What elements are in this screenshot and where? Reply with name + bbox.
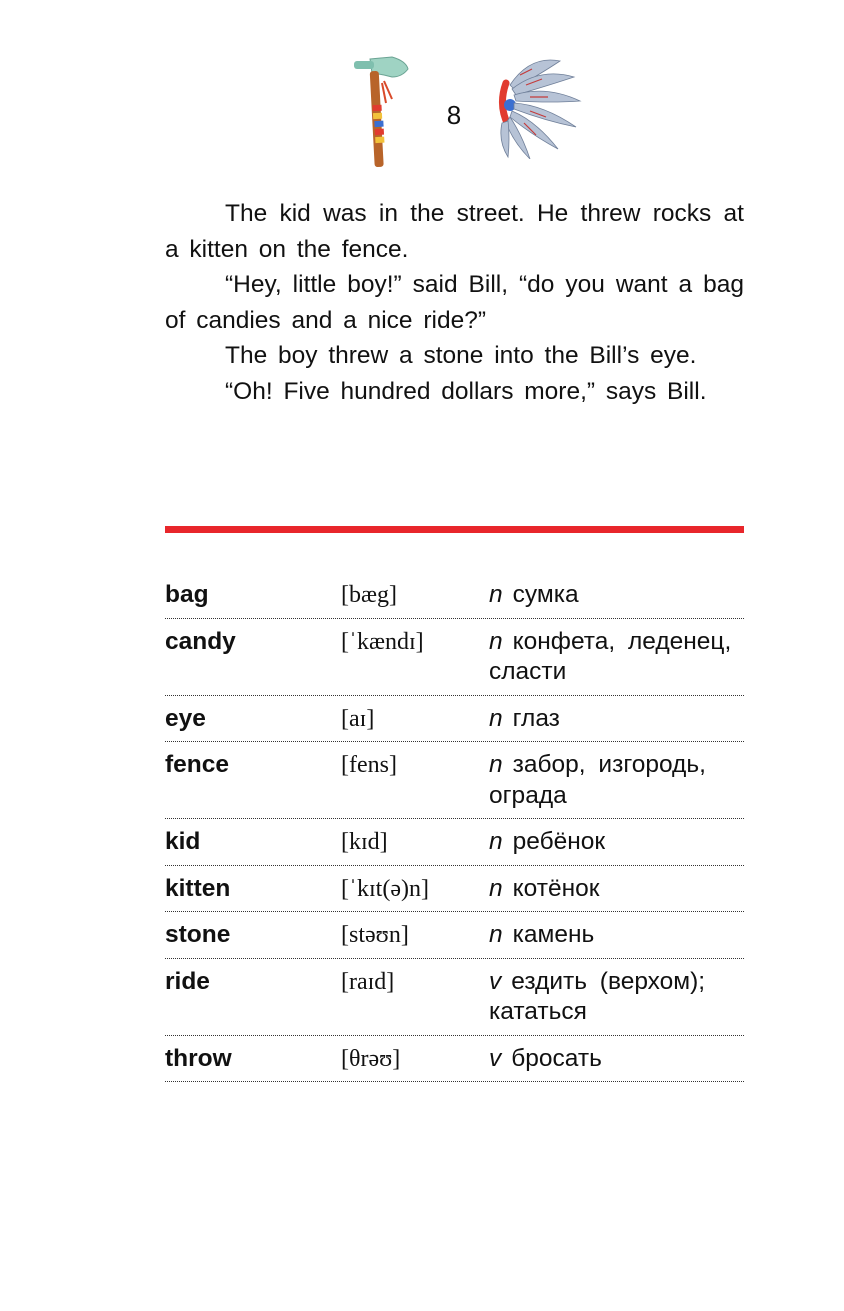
story-text — [165, 196, 744, 409]
vocabulary-row — [165, 866, 744, 913]
story-paragraph: “Oh! Five hundred dollars more,” says Bill. — [225, 377, 707, 405]
story-paragraph: The kid was in the street. He threw rocks at a kitten on the fence. — [165, 200, 744, 263]
vocab-transcription: [raɪd] — [341, 968, 395, 995]
vocab-pos: n — [489, 581, 503, 608]
vocab-definition — [489, 627, 744, 688]
vocabulary-row — [165, 619, 744, 696]
vocab-transcription: [ˈkɪt(ə)n] — [341, 875, 429, 902]
vocab-pos: v — [489, 967, 502, 995]
vocab-definition — [489, 967, 744, 1028]
vocab-word: bag — [165, 581, 209, 608]
vocabulary-row — [165, 1036, 744, 1083]
vocab-word: ride — [165, 967, 210, 995]
page-number: 8 — [446, 100, 462, 130]
vocab-pos: n — [489, 921, 503, 948]
vocab-word: eye — [165, 704, 206, 732]
vocabulary-row — [165, 572, 744, 619]
vocab-pos: n — [489, 704, 503, 732]
vocab-pos: n — [489, 627, 503, 655]
feather-headdress-icon — [480, 55, 584, 159]
page-header — [0, 55, 844, 170]
vocab-word: throw — [165, 1044, 232, 1072]
vocab-pos: n — [489, 828, 503, 855]
red-divider — [165, 526, 744, 533]
vocab-pos: n — [489, 874, 503, 902]
vocab-transcription: [stəʊn] — [341, 922, 409, 948]
vocab-translation: конфета, леденец, сласти — [489, 627, 732, 685]
vocab-translation: котёнок — [512, 874, 600, 902]
vocabulary-row — [165, 696, 744, 743]
story-paragraph: The boy threw a stone into the Bill’s eye. — [225, 342, 697, 369]
vocab-definition — [489, 920, 744, 951]
vocab-definition — [489, 580, 744, 611]
vocab-translation: ребёнок — [512, 828, 606, 855]
vocab-word: stone — [165, 921, 231, 948]
vocab-transcription: [aɪ] — [341, 705, 375, 732]
vocab-word: kid — [165, 828, 201, 855]
vocab-pos: v — [489, 1044, 502, 1072]
vocab-translation: глаз — [512, 704, 560, 732]
vocab-translation: камень — [512, 921, 595, 948]
vocab-word: kitten — [165, 874, 231, 902]
vocab-transcription: [bæg] — [341, 582, 397, 608]
vocab-pos: n — [489, 751, 503, 778]
story-paragraph: “Hey, little boy!” said Bill, “do you want a bag of candies and a nice ride?” — [165, 271, 744, 334]
vocab-word: candy — [165, 627, 236, 655]
vocab-translation: забор, изгородь, ограда — [489, 751, 706, 809]
vocab-transcription: [kɪd] — [341, 829, 388, 855]
vocab-definition — [489, 874, 744, 905]
vocabulary-row — [165, 742, 744, 819]
vocab-word: fence — [165, 751, 230, 778]
tomahawk-icon — [348, 55, 410, 167]
vocab-transcription: [θrəʊ] — [341, 1045, 401, 1072]
vocab-translation: ездить (верхом); кататься — [489, 967, 706, 1025]
vocab-translation: бросать — [511, 1044, 602, 1072]
vocab-definition — [489, 750, 744, 811]
vocabulary-row — [165, 819, 744, 866]
vocab-transcription: [fens] — [341, 752, 397, 778]
vocabulary-row — [165, 912, 744, 959]
vocab-translation: сумка — [512, 581, 579, 608]
vocab-definition — [489, 827, 744, 858]
vocabulary-list — [165, 572, 744, 1082]
vocab-definition — [489, 1044, 744, 1075]
vocabulary-row — [165, 959, 744, 1036]
vocab-definition — [489, 704, 744, 735]
vocab-transcription: [ˈkændɪ] — [341, 628, 424, 655]
